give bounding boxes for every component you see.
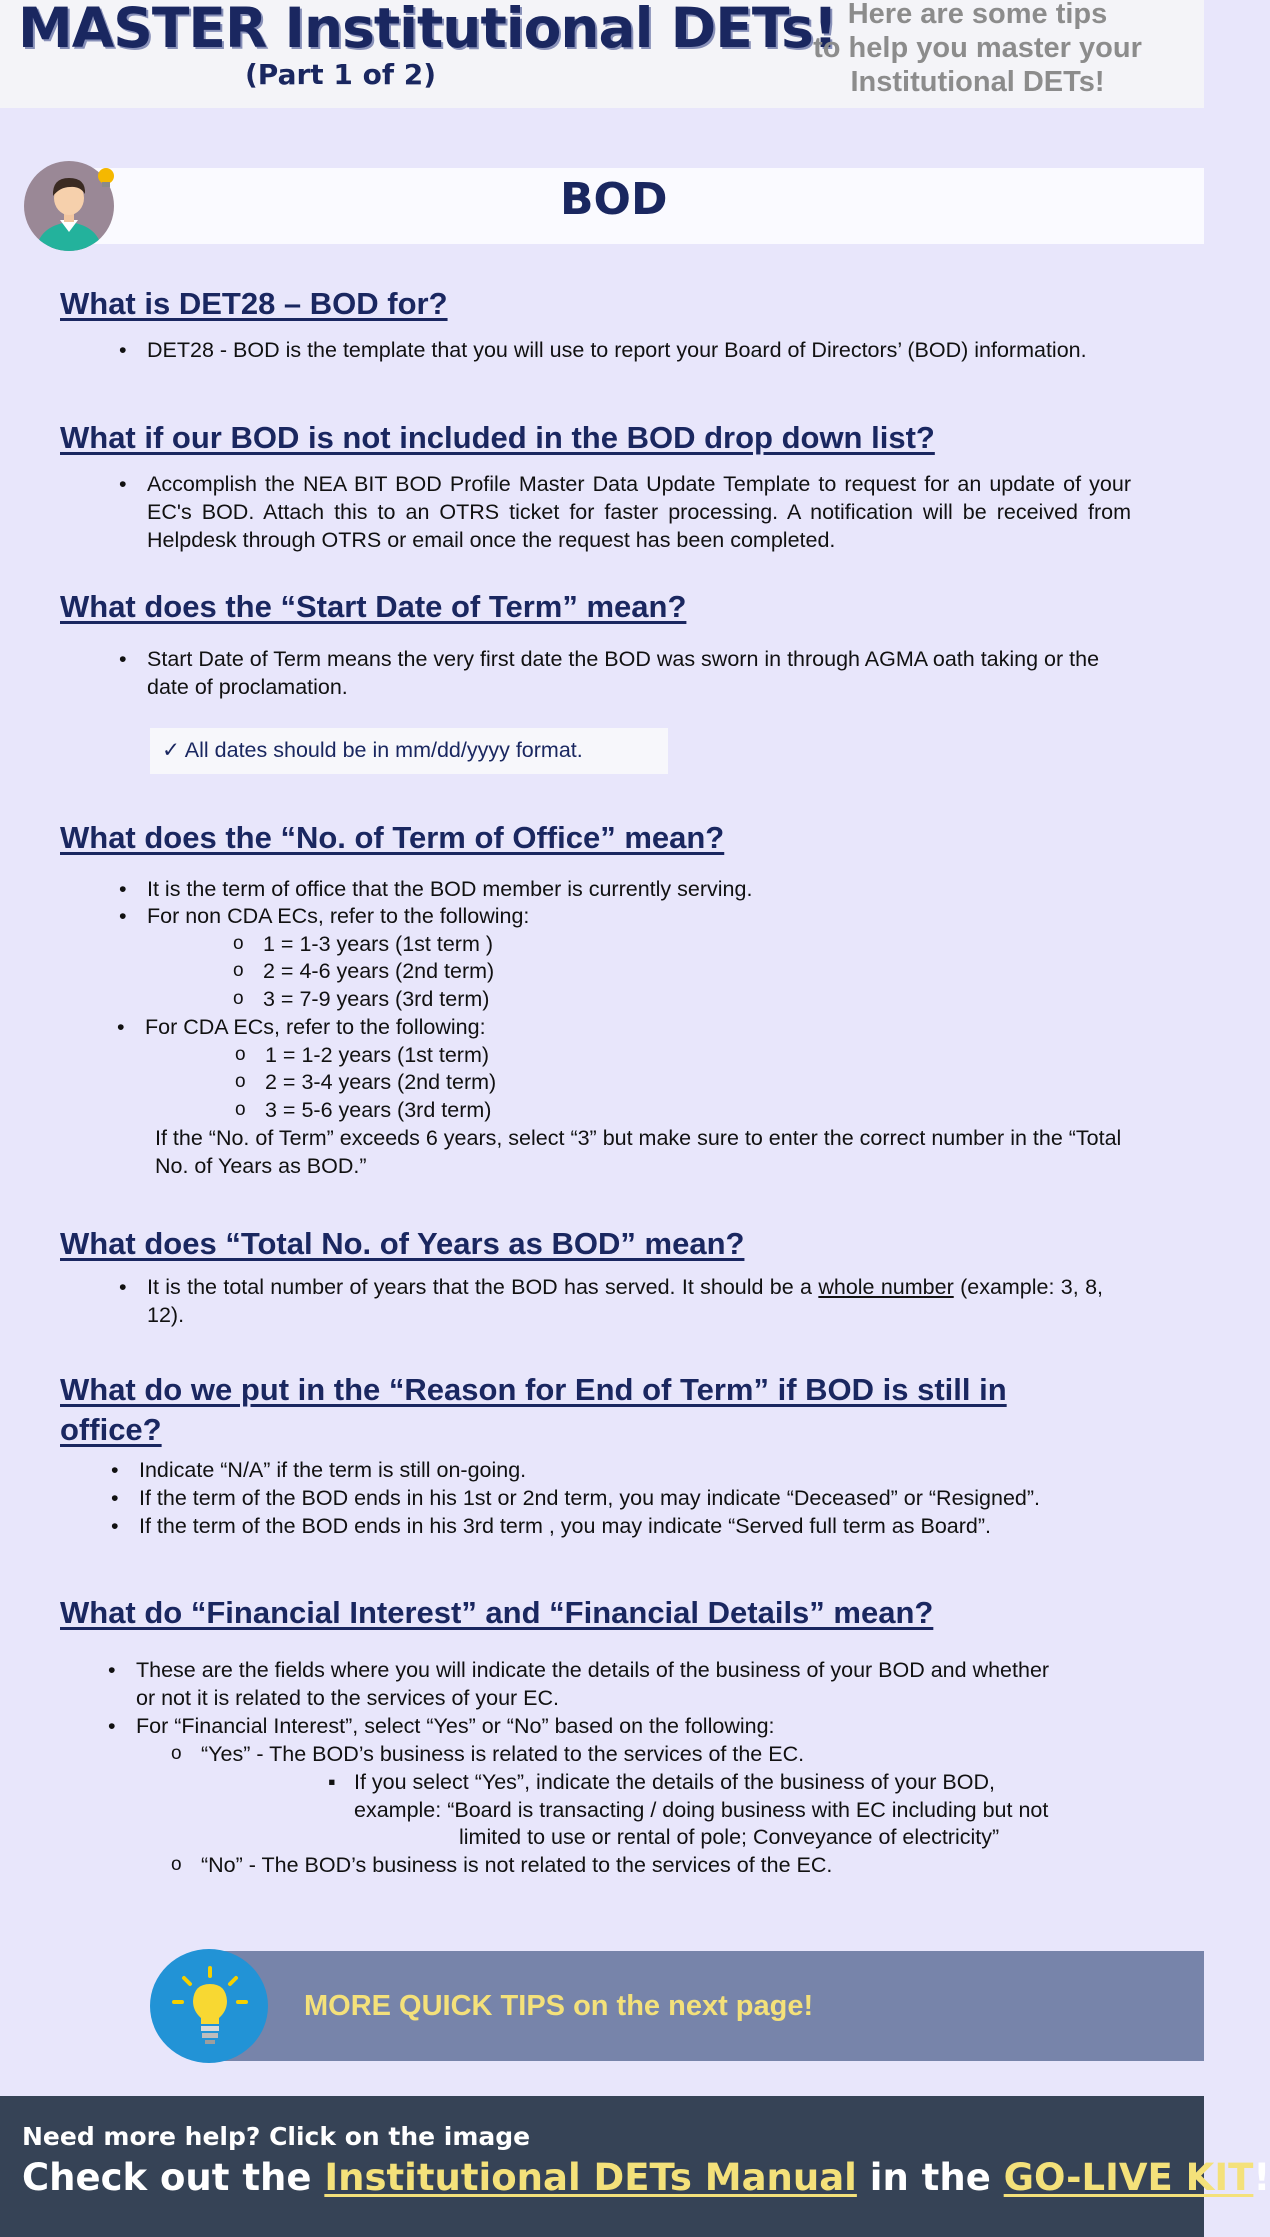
checkout-text-a: Check out the — [22, 2156, 325, 2199]
financial-yes-detail-1: ▪ If you select “Yes”, indicate the details of the business of your BOD, — [354, 1768, 995, 1796]
need-help-text: Need more help? Click on the image — [22, 2122, 531, 2151]
more-tips-text: MORE QUICK TIPS on the next page! — [304, 1990, 814, 2022]
section-title: BOD — [560, 174, 668, 225]
non-cda-term-2: o 2 = 4-6 years (2nd term) — [263, 957, 494, 985]
financial-no: o “No” - The BOD’s business is not related to the services of the EC. — [201, 1851, 832, 1879]
question-total-years: What does “Total No. of Years as BOD” mean? — [60, 1226, 745, 1261]
financial-yes-detail-2: example: “Board is transacting / doing business with EC including but not — [354, 1798, 1049, 1822]
avatar-icon — [22, 160, 118, 252]
page-title: MASTER Institutional DETs! — [18, 0, 837, 60]
term-exceeds-note: If the “No. of Term” exceeds 6 years, select “3” but make sure to enter the correct number in the “Total No. of Years as BOD.” — [155, 1126, 1122, 1178]
reason-end-term-bullet-2: • If the term of the BOD ends in his 1st or 2nd term, you may indicate “Deceased” or “Resigned”. — [139, 1484, 1040, 1512]
financial-bullet-1: • These are the fields where you will indicate the details of the business of your BOD and whether or not it is related to the services of your EC. — [136, 1656, 1056, 1712]
financial-bullet-2: • For “Financial Interest”, select “Yes” or “No” based on the following: — [136, 1712, 775, 1740]
question-term-of-office: What does the “No. of Term of Office” mean? — [60, 820, 725, 855]
go-live-kit-link[interactable]: GO-LIVE KIT — [1003, 2156, 1254, 2199]
answer-bod-not-in-list: • Accomplish the NEA BIT BOD Profile Master Data Update Template to request for an update of your EC's BOD. Attach this to an OTRS ticket for faster processing. A notification will be received from Helpdesk through OTRS or email once the request has been completed. — [147, 470, 1131, 554]
checkout-text-b: in the — [856, 2156, 1004, 2199]
financial-yes: o “Yes” - The BOD’s business is related to the services of the EC. — [201, 1740, 804, 1768]
institutional-dets-manual-link[interactable]: Institutional DETs Manual — [324, 2156, 857, 2199]
question-reason-end-term: What do we put in the “Reason for End of Term” if BOD is still in office? — [60, 1372, 1007, 1447]
tips-line-3: Institutional DETs! — [850, 66, 1105, 98]
term-office-bullet-1: • It is the term of office that the BOD member is currently serving. — [147, 875, 752, 903]
checkout-text — [22, 2156, 1270, 2199]
answer-total-years-text-b: (example: 3, 8, 12). — [147, 1275, 1103, 1327]
term-office-bullet-3: • For CDA ECs, refer to the following: — [145, 1013, 486, 1041]
tips-line-2: to help you master your — [813, 32, 1142, 64]
question-bod-not-in-list: What if our BOD is not included in the BOD drop down list? — [60, 420, 935, 455]
question-start-date: What does the “Start Date of Term” mean? — [60, 589, 687, 624]
cda-term-3: o 3 = 5-6 years (3rd term) — [265, 1096, 491, 1124]
answer-start-date: • Start Date of Term means the very first date the BOD was sworn in through AGMA oath taking or the date of proclamation. — [147, 645, 1137, 701]
reason-end-term-bullet-3: • If the term of the BOD ends in his 3rd term , you may indicate “Served full term as Board”. — [139, 1512, 991, 1540]
date-format-note: ✓ All dates should be in mm/dd/yyyy format. — [162, 738, 583, 762]
cda-term-2: o 2 = 3-4 years (2nd term) — [265, 1068, 496, 1096]
financial-yes-detail-3: limited to use or rental of pole; Conveyance of electricity” — [459, 1825, 1000, 1849]
header-tips — [800, 0, 1155, 99]
question-det28-purpose: What is DET28 – BOD for? — [60, 286, 448, 321]
non-cda-term-1: o 1 = 1-3 years (1st term ) — [263, 930, 493, 958]
page-subtitle: (Part 1 of 2) — [245, 58, 437, 91]
answer-total-years-text-a: It is the total number of years that the BOD has served. It should be a — [147, 1275, 819, 1299]
reason-end-term-bullet-1: • Indicate “N/A” if the term is still on-going. — [139, 1456, 526, 1484]
question-financial-interest: What do “Financial Interest” and “Financial Details” mean? — [60, 1595, 934, 1630]
checkout-text-c: ! — [1253, 2156, 1270, 2199]
non-cda-term-3: o 3 = 7-9 years (3rd term) — [263, 985, 489, 1013]
tips-line-1: Here are some tips — [847, 0, 1108, 30]
lightbulb-icon — [164, 1960, 256, 2052]
answer-total-years — [147, 1273, 1103, 1329]
cda-term-1: o 1 = 1-2 years (1st term) — [265, 1041, 489, 1069]
term-office-bullet-2: • For non CDA ECs, refer to the following: — [147, 902, 529, 930]
whole-number-text: whole number — [818, 1275, 954, 1299]
answer-det28-purpose: • DET28 - BOD is the template that you will use to report your Board of Directors’ (BOD) information. — [147, 336, 1131, 364]
